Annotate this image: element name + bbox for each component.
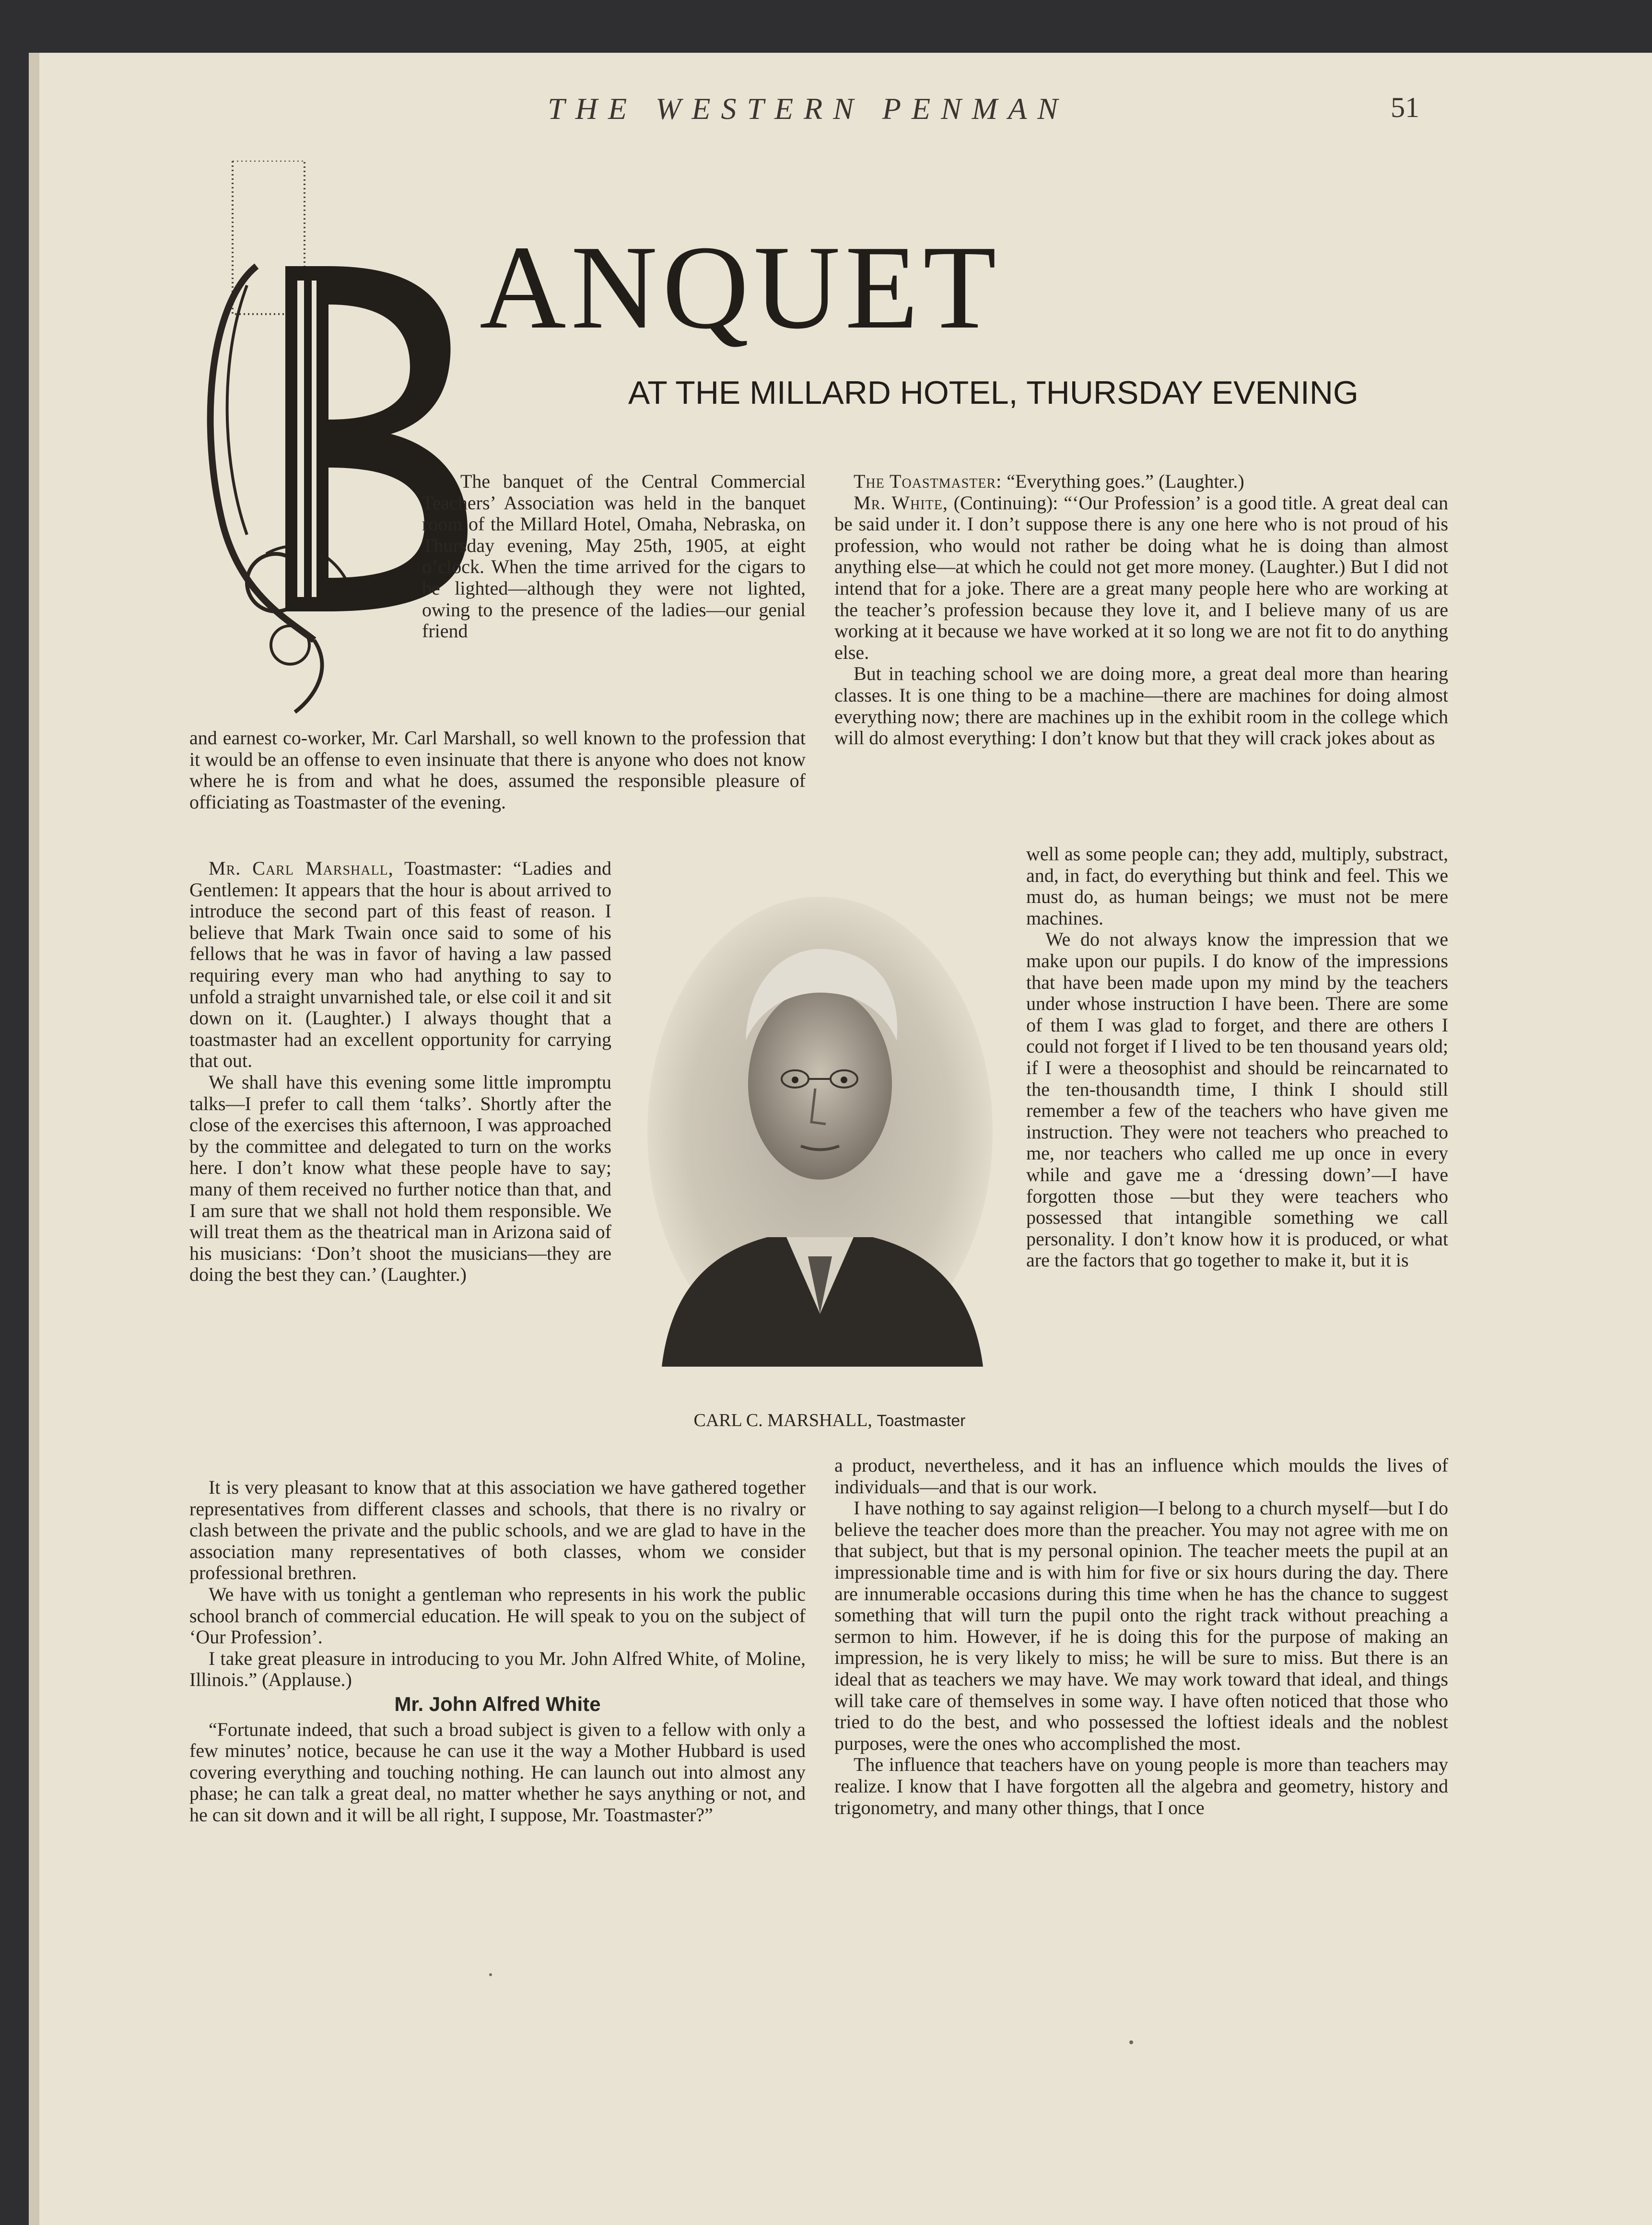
caption-name: CARL C. MARSHALL, xyxy=(693,1410,872,1430)
intro-paragraph-wrap xyxy=(422,471,806,642)
white-para-2: But in teaching school we are doing more, a great deal more than hearing classes. It is one thing to be a machine—there are machines for doing almost everything now; there are machines up in the exhibit room in the college which will do almost everything: I don’t know but that they will crack jokes about as xyxy=(834,663,1448,749)
page-subtitle: AT THE MILLARD HOTEL, THURSDAY EVENING xyxy=(628,375,1359,411)
speaker-toastmaster: The Toastmaster: xyxy=(854,470,1002,492)
ornamental-dropcap-icon xyxy=(189,161,487,736)
intro-text-a: The banquet of the Central Commercial Teachers’ Association was held in the banquet room of the Millard Hotel, Omaha, Nebraska, on Thursday evening, May 25th, 1905, at eight o’clock. When the time arrived for the cigars to be lighted—although they were not lighted, owing to the presence of the ladies—our genial friend xyxy=(422,470,806,642)
speech-para-2: We shall have this evening some little impromptu talks—I prefer to call them ‘talks’. Shortly after the close of the exercises this afternoon, I was approached by the committee and delegated to turn on the works here. I don’t know what these people have to say; many of them received no further notice than that, and I am sure that we shall not hold them responsible. We will treat them as the theatrical man in Arizona said of his musicians: ‘Don’t shoot the musicians—they are doing the best they can.’ (Laughter.) xyxy=(189,1071,611,1286)
white-speech-narrow xyxy=(1026,843,1448,1271)
white-opening: “Fortunate indeed, that such a broad subject is given to a fellow with only a few minutes’ notice, because he can use it the way a Mother Hubbard is used covering everything and touching nothing. He can launch out into almost any phase; he can talk a great deal, no matter whether he says anything or not, and he can sit down and it will be all right, I suppose, Mr. Toastmaster?” xyxy=(189,1718,806,1826)
intro-paragraph-continued xyxy=(189,727,806,813)
title-rest: ANQUET xyxy=(480,221,1001,354)
toastmaster-speech-continued xyxy=(189,1477,806,1826)
white-speech xyxy=(834,471,1448,749)
speech-para-3: It is very pleasant to know that at this association we have gathered together representatives from different classes and schools, that there is no rivalry or clash between the private and the public schools, and we are glad to have in the association many representatives of both classes, whom we consider professional brethren. xyxy=(189,1476,806,1584)
white-para-4: We do not always know the impression that we make upon our pupils. I do know of the impressions that have been made upon my mind by the teachers under whose instruction I have been. There are some of them I was glad to forget, and there are others I could not forget if I lived to be ten thousand years old; if I were a theosophist and should be reincarnated to the ten-thousandth time, I think I should still remember a few of the teachers who have given me instruction. They were not teachers who preached to me, nor teachers who called me up once in every while and gave me a ‘dressing down’—I have forgotten those —but they were teachers who possessed that intangible something we call personality. I don’t know how it is produced, or what are the factors that go together to make it, but it is xyxy=(1026,928,1448,1271)
speech-para-4: We have with us tonight a gentleman who represents in his work the public school branch of commercial education. He will speak to you on the subject of ‘Our Profession’. xyxy=(189,1583,806,1648)
portrait-photo-icon xyxy=(643,882,997,1367)
white-para-1: (Continuing): “‘Our Profession’ is a good title. A great deal can be said under it. I don’t suppose there is any one here who is not proud of his profession, who would not rather be doing what he is doing than almost anything else—at which he could not get more money. (Laughter.) But I did not intend that for a joke. There are a great many people here who are working at the teacher’s profession because they love it, and I believe many of us are working at it because we have worked at it so long we are not fit to do anything else. xyxy=(834,492,1449,663)
speaker-marshall: Mr. Carl Marshall, xyxy=(209,857,394,879)
paper-speck xyxy=(1129,2040,1133,2044)
white-para-7: The influence that teachers have on young people is more than teachers may realize. I know that I have forgotten all the algebra and geometry, history and trigonometry, and many other things, that I once xyxy=(834,1754,1448,1818)
white-para-3: well as some people can; they add, multiply, substract, and, in fact, do everything but think and feel. This we must do, as human beings; we must not be mere machines. xyxy=(1026,843,1448,929)
white-para-6: I have nothing to say against religion—I belong to a church myself—but I do believe the teacher does more than the preacher. You may not agree with me on that subject, but that is my personal opinion. The teacher meets the pupil at an impressionable time and is with him for five or six hours during the day. There are innumerable occasions during this time when he has the chance to suggest something that will turn the pupil onto the right track without preaching a sermon to him. However, if he is doing this for the purpose of making an impression, he is very likely to miss; he will be sure to miss. But there is an ideal that as teachers we may have. We may work toward that ideal, and things will take care of themselves in some way. I have often noticed that those who tried to do the best, and who possessed the loftiest ideals and the noblest purposes, were the ones who accomplished the most. xyxy=(834,1497,1448,1754)
speech-para-1: Toastmaster: “Ladies and Gentlemen: It appears that the hour is about arrived to introduce the second part of this feast of reason. I believe that Mark Twain once said to some of his fellows that he was in favor of having a law passed requiring every man who had anything to say to unfold a straight unvarnished tale, or else coil it and sit down on it. (Laughter.) I always thought that a toastmaster had an excellent opportunity for carrying that out. xyxy=(189,857,612,1072)
white-para-5: a product, nevertheless, and it has an influence which moulds the lives of individuals—and that is our work. xyxy=(834,1454,1448,1498)
toastmaster-speech xyxy=(189,858,611,1286)
photo-caption xyxy=(643,1410,1017,1431)
white-speech-continued xyxy=(834,1455,1448,1818)
page-spine xyxy=(29,53,39,2225)
speech-para-5: I take great pleasure in introducing to you Mr. John Alfred White, of Moline, Illinois.” (Applause.) xyxy=(189,1647,806,1691)
intro-text-b: and earnest co-worker, Mr. Carl Marshall, so well known to the profession that it would be an offense to even insinuate that there is anyone who does not know where he is from and what he does, assumed the responsible pleasure of officiating as Toastmaster of the evening. xyxy=(189,727,806,813)
speaker-white: Mr. White, xyxy=(854,492,948,514)
caption-role: Toastmaster xyxy=(877,1412,966,1430)
running-head: THE WESTERN PENMAN xyxy=(548,92,1068,126)
toastmaster-line: “Everything goes.” (Laughter.) xyxy=(1007,470,1244,492)
page-number: 51 xyxy=(1391,92,1419,123)
section-heading-white: Mr. John Alfred White xyxy=(394,1692,601,1715)
paper-speck xyxy=(489,1973,492,1976)
page-title xyxy=(480,221,1001,354)
